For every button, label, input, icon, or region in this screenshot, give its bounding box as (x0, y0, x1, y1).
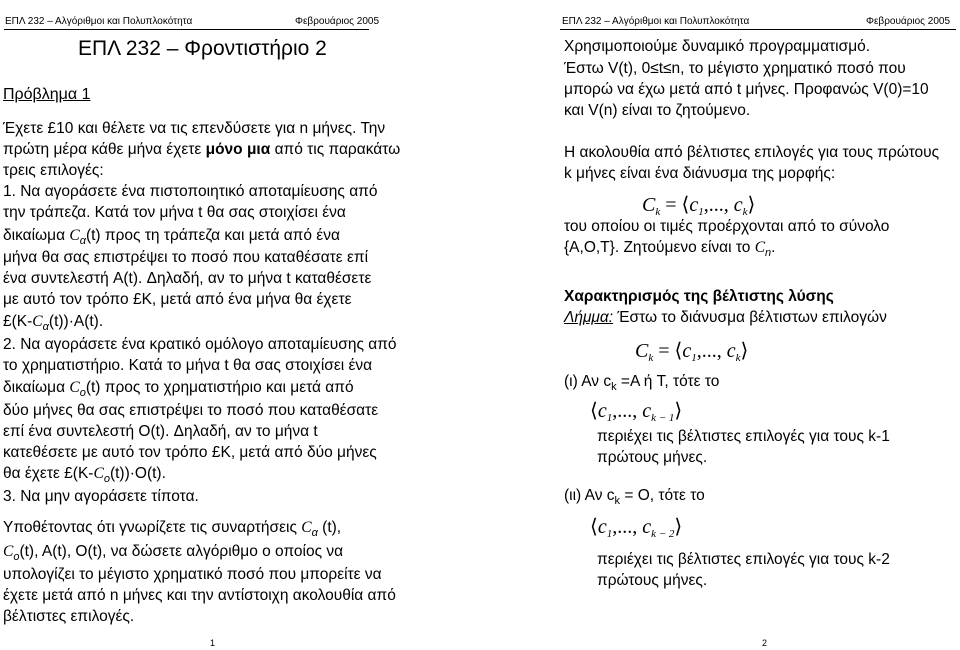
paragraph1-line-1: Χρησιμοποιούμε δυναμικό προγραμματισμό. (564, 38, 871, 55)
header-date: Φεβρουάριος 2005 (295, 16, 380, 27)
equation-ck-minus-2: $⟨c_1$,..., $c_{k - 2}⟩$ (590, 514, 683, 540)
case1-line: (ι) Αν $c_k =A$ ή T, τότε το (564, 373, 720, 393)
header-rule (560, 29, 956, 30)
equation-ck-minus-1: $⟨c_1$,..., $c_{k - 1}⟩$ (590, 398, 683, 424)
right-page (480, 0, 960, 650)
option2-line-4: δύο μήνες θα σας επιστρέψει το ποσό που καταθέσατε (3, 402, 379, 419)
task-line-3: υπολογίζει το μέγιστο χρηματικό ποσό που μπορείτε να (3, 566, 382, 583)
paragraph3-line-1: του οποίου οι τιμές προέρχονται από το σύνολο (564, 218, 890, 235)
header-date: Φεβρουάριος 2005 (866, 16, 951, 27)
option1-line-3: δικαίωμα $C_\alpha(t)$ προς τη τράπεζα και μετά από ένα (3, 227, 340, 247)
option1-line-1: 1. Να αγοράσετε ένα πιστοποιητικό αποταμίευσης από (3, 183, 378, 200)
option1-line-6: με αυτό τον τρόπο £K, μετά από ένα μήνα θα έχετε (3, 291, 352, 308)
paragraph1-line-3: μπορώ να έχω μετά από t μήνες. Προφανώς V(0)=10 (564, 81, 929, 98)
paragraph1-line-4: και V(n) είναι το ζητούμενο. (564, 102, 751, 119)
paragraph1-line-2: Έστω V(t), 0≤t≤n, το μέγιστο χρηματικό ποσό που (564, 60, 906, 77)
case1-text-2: πρώτους μήνες. (597, 449, 708, 466)
page-title: ΕΠΛ 232 – Φροντιστήριο 2 (78, 37, 327, 60)
paragraph2-line-2: k μήνες είναι ένα διάνυσμα της μορφής: (564, 165, 836, 182)
case2-text-2: πρώτους μήνες. (597, 572, 708, 589)
section-heading: Χαρακτηρισμός της βέλτιστης λύσης (564, 288, 834, 305)
option1-line-7: $£(K-C_\alpha(t))\cdot A(t)$. (3, 313, 104, 333)
option1-line-4: μήνα θα σας επιστρέψει το ποσό που καταθέσατε επί (3, 249, 369, 266)
header-course: ΕΠΛ 232 – Αλγόριθμοι και Πολυπλοκότητα (5, 16, 193, 27)
case1-text-1: περιέχει τις βέλτιστες επιλογές για τους k-1 (597, 428, 890, 445)
header-course: ΕΠΛ 232 – Αλγόριθμοι και Πολυπλοκότητα (562, 16, 750, 27)
option2-line-7: θα έχετε $£(K-C_o(t))\cdot O(t)$. (3, 465, 166, 485)
equation-ck: $C_k$ = $⟨c_1$,..., $c_k⟩$ (642, 192, 756, 218)
case2-line: (ιι) Αν $c_k = O$, τότε το (564, 487, 705, 507)
option2-line-6: κατεθέσετε με αυτό τον τρόπο £K, μετά από δύο μήνες (3, 444, 377, 461)
paragraph3-line-2: {A,O,T}. Ζητούμενο είναι το $C_n$. (564, 239, 776, 259)
option2-line-3: δικαίωμα $C_o(t)$ προς το χρηματιστήριο και μετά από (3, 379, 354, 399)
lemma-line: Λήμμα: Έστω το διάνυσμα βέλτιστων επιλογών (564, 309, 887, 326)
option1-line-5: ένα συντελεστή A(t). Δηλαδή, αν το μήνα t καταθέσετε (3, 270, 372, 287)
task-line-5: βέλτιστες επιλογές. (3, 608, 135, 625)
option1-line-2: την τράπεζα. Κατά τον μήνα t θα σας στοιχίσει ένα (3, 204, 346, 221)
option2-line-5: επί ένα συντελεστή O(t). Δηλαδή, αν το μήνα t (3, 423, 318, 440)
problem-heading: Πρόβλημα 1 (3, 86, 91, 103)
page-number: 1 (210, 638, 216, 648)
task-line-4: έχετε μετά από n μήνες και την αντίστοιχη ακολουθία από (3, 587, 396, 604)
intro-line-3: τρεις επιλογές: (3, 162, 104, 179)
intro-line-2: πρώτη μέρα κάθε μήνα έχετε μόνο μια από τις παρακάτω (3, 141, 401, 158)
equation-ck-lemma: $C_k$ = $⟨c_1$,..., $c_k⟩$ (635, 338, 749, 364)
option3-line: 3. Να μην αγοράσετε τίποτα. (3, 488, 199, 505)
intro-line-1: Έχετε £10 και θέλετε να τις επενδύσετε για n μήνες. Την (3, 120, 386, 137)
header-rule (4, 29, 369, 30)
task-line-2: $C_o(t)$, A(t), O(t), να δώσετε αλγόριθμο ο οποίος να (3, 543, 344, 563)
paragraph2-line-1: Η ακολουθία από βέλτιστες επιλογές για τους πρώτους (564, 144, 940, 161)
case2-text-1: περιέχει τις βέλτιστες επιλογές για τους k-2 (597, 551, 890, 568)
option2-line-1: 2. Να αγοράσετε ένα κρατικό ομόλογο αποταμίευσης από (3, 336, 397, 353)
option2-line-2: το χρηματιστήριο. Κατά το μήνα t θα σας στοιχίσει ένα (3, 357, 373, 374)
page-number: 2 (762, 638, 768, 648)
task-line-1: Υποθέτοντας ότι γνωρίζετε τις συναρτήσεις $C_\alpha$ (t), (3, 519, 342, 539)
